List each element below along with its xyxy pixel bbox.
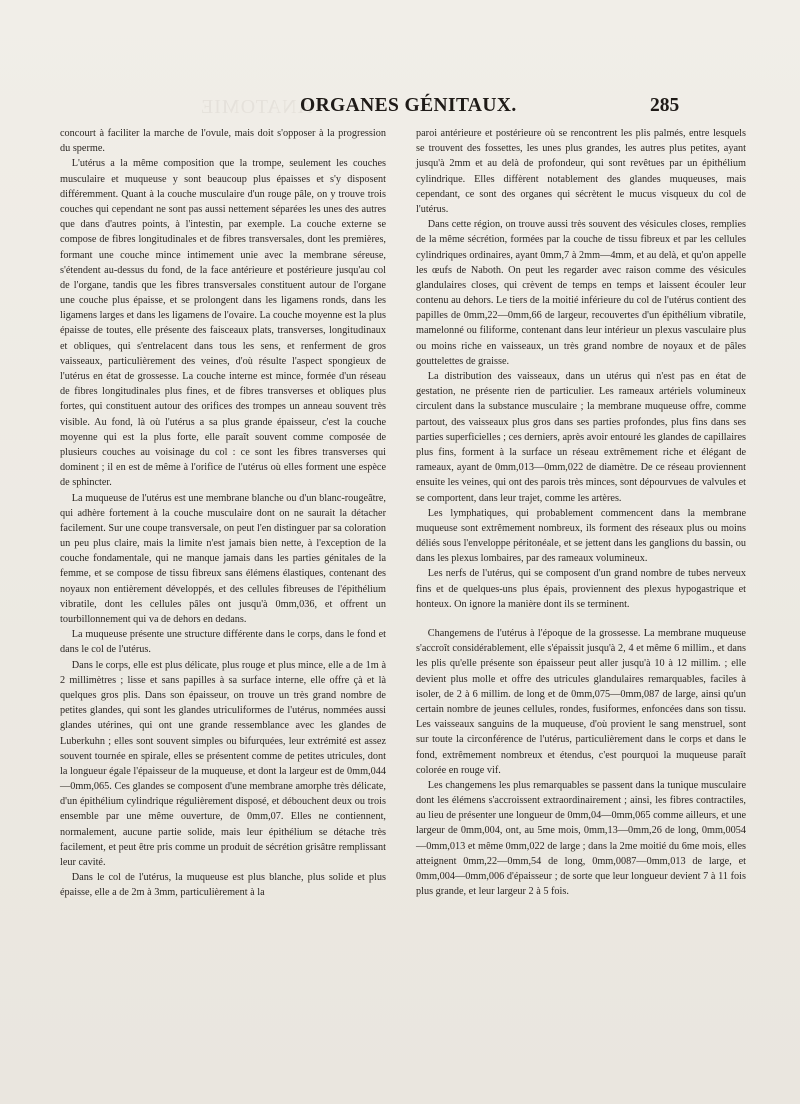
paragraph: L'utérus a la même composition que la trompe, seulement les couches musculaire et muqueuse y sont beaucoup plus épaisses et s'y disposent différemment. Quant à la couche musculaire d'un rouge pâle, on y trouve trois couches qui cependant ne sont pas aussi nettement séparées les unes des autres que dans d'autres points, à l'intestin, par exemple. La couche externe se compose de fibres longitudinales et de fibres transversales, dont les premières, formant une couche mince intimement unie avec la membrane séreuse, s'étendent au-dessus du fond, de la face antérieure et postérieure jusqu'au col de l'organe, tandis que les fibres transversales constituent autour de l'organe une couche plus épaisse, et se prolongent dans les ligamens ronds, dans les ligamens larges et dans les ligamens de l'ovaire. La couche moyenne est la plus épaisse de toutes, elle présente des faisceaux plats, transverses, longitudinaux et obliques, qui s'entrelacent dans tous les sens, et renferment de gros vaisseaux, particulièrement des veines, d'où résulte l'aspect spongieux de l'utérus en état de grossesse. La couche interne est mince, formée d'un réseau de fibres longitudinales plus fines, et de fibres transverses et obliques plus fortes, qui constituent autour des orifices des trompes un anneau souvent très visible. Au fond, là où l'utérus a sa plus grande épaisseur, c'est la couche moyenne qui est la plus forte, elle paraît souvent comme composée de plusieurs couches au voisinage du col : ce sont les fibres transverses qui dominent ; il en est de même à l'orifice de l'utérus où elles forment une espèce de sphincter. — [60, 158, 386, 489]
paragraph: Les nerfs de l'utérus, qui se composent d'un grand nombre de tubes nerveux fins et de quelques-uns plus épais, proviennent des plexus hypogastrique et honteux. On ignore la manière dont ils se terminent. — [416, 568, 746, 610]
paragraph: La muqueuse de l'utérus est une membrane blanche ou d'un blanc-rougeâtre, qui adhère fortement à la couche musculaire dont on ne saurait la détacher facilement. Sur une coupe transversale, on peut l'en distinguer par sa coloration un peu plus claire, mais la limite n'est jamais bien nette, à l'exception de la couche fondamentale, qui ne manque jamais dans les parties génitales de la femme, et se compose de tissu fibreux sans élémens élastiques, contenant des noyaux non entièrement développés, et des cellules fibreuses de l'épithélium vibratile, dont les cellules pâles ont jusqu'à 0mm,036, et offrent un tourbillonnement qui va de dehors en dedans. — [60, 492, 386, 625]
page-number: 285 — [650, 95, 680, 116]
paragraph: paroi antérieure et postérieure où se rencontrent les plis palmés, entre lesquels se trouvent des fossettes, les unes plus grandes, les autres plus petites, ayant jusqu'à 2mm et au delà de profondeur, qui sont revêtues par un épithélium cylindrique. Elles diffèrent notablement des glandes muqueuses, mais cependant, ce sont des organes qui sécrètent le mucus visqueux du col de l'utérus. — [416, 128, 746, 215]
left-column — [60, 126, 386, 901]
paragraph: La distribution des vaisseaux, dans un utérus qui n'est pas en état de gestation, ne présente rien de particulier. Les rameaux artériels volumineux circulent dans la substance musculaire ; la membrane muqueuse offre, comme partout, des vaisseaux plus gros dans ses parties profondes, plus fins dans ses parties superficielles ; ces derniers, après avoir entouré les glandes de capillaires plus fins, forment à la surface un réseau extrêmement riche et élégant de rameaux, ayant de 0mm,013—0mm,022 de diamètre. De ce réseau proviennent ensuite les veines, qui ont des parois très minces, sont dépourvues de valvules et se comportent, dans leur trajet, comme les artères. — [416, 371, 746, 504]
paragraph: Dans cette région, on trouve aussi très souvent des vésicules closes, remplies de la même sécrétion, formées par la couche de tissu fibreux et par les cellules cylindriques ordinaires, ayant 0mm,7 à 2mm—4mm, et au delà, et qu'on appelle les œufs de Naboth. On peut les regarder avec raison comme des vésicules glandulaires closes, qui crèvent de temps en temps et laissent écouler leur contenu au dehors. Le tiers de la moitié inférieure du col de l'utérus contient des papilles de 0mm,22—0mm,66 de largeur, recouvertes d'un épithélium vibratile, mamelonné ou filiforme, contenant dans leur intérieur un plexus vasculaire plus ou moins riche en vaisseaux, un très grand nombre de noyaux et de pâles gouttelettes de graisse. — [416, 219, 746, 367]
paragraph: Les changemens les plus remarquables se passent dans la tunique musculaire dont les élémens s'accroissent extraordinairement ; ainsi, les fibres contractiles, au lieu de présenter une longueur de 0mm,04—0mm,065 comme ailleurs, et une largeur de 0mm,004, ont, au 5me mois, 0mm,13—0mm,26 de long, 0mm,0054—0mm,013 et même 0mm,022 de large ; dans la 2me moitié du 6me mois, elles atteignent 0mm,22—0mm,54 de long, 0mm,0087—0mm,013 de large, et 0mm,004—0mm,006 d'épaisseur ; de sorte que leur longueur devient 7 à 11 fois plus grande, et leur largeur 2 à 5 fois. — [416, 779, 746, 898]
right-column — [416, 126, 746, 899]
paragraph: Dans le col de l'utérus, la muqueuse est plus blanche, plus solide et plus épaisse, elle a de 2m à 3mm, particulièrement à la — [60, 872, 386, 899]
running-title: ORGANES GÉNITAUX. — [300, 95, 517, 116]
paragraph: concourt à faciliter la marche de l'ovule, mais doit s'opposer à la progression du sperme. — [60, 128, 386, 155]
paragraph: Les lymphatiques, qui probablement commencent dans la membrane muqueuse sont extrêmement nombreux, ils forment des réseaux plus ou moins déliés sous l'enveloppe péritonéale, et se jettent dans les ganglions du bassin, ou dans les plexus lombaires, par des rameaux volumineux. — [416, 507, 746, 565]
paragraph: Changemens de l'utérus à l'époque de la grossesse. La membrane muqueuse s'accroît considérablement, elle s'épaissit jusqu'à 2, 4 et même 6 millim., et dans les plis qu'elle présente son épaisseur peut aller jusqu'à 10 à 12 millim. ; elle devient plus molle et offre des utricules glandulaires remarquables, faciles à isoler, de 2 à 6 millim. de long et de 0mm,075—0mm,087 de large, ainsi qu'un certain nombre de jeunes cellules, rondes, fusiformes, enfoncées dans son tissu. Les vaisseaux sanguins de la muqueuse, d'où provient le sang menstruel, sont sur toute la circonférence de l'utérus, particulièrement dans le corps et dans le fond, extrêmement nombreux et étendus, c'est pourquoi la muqueuse paraît colorée en rouge vif. — [416, 628, 746, 776]
page-header — [0, 95, 800, 125]
paragraph: Dans le corps, elle est plus délicate, plus rouge et plus mince, elle a de 1m à 2 millimètres ; lisse et sans papilles à sa surface interne, elle offre çà et là quelques gros plis. Dans son épaisseur, on trouve un très grand nombre de petites glandes, qui sont les glandes utriculiformes de l'utérus, nommées aussi glandes utérines, qui ont une grande ressemblance avec les glandes de Luberkuhn ; elles sont souvent simples ou bifurquées, leur extrémité est assez souvent tournée en spirale, elles se présentent comme de petites utricules, dont la longueur égale l'épaisseur de la muqueuse, et dont la largeur est de 0mm,044—0mm,065. Ces glandes se composent d'une membrane amorphe très délicate, d'un épithélium cylindrique régulièrement disposé, et débouchent deux ou trois ensemble par une même ouverture, de 0mm,07. Elles ne contiennent, normalement, aucune partie solide, mais leur épithélium se détache très facilement, et peut être pris comme un produit de sécrétion grisâtre remplissant leur cavité. — [60, 659, 386, 868]
show-through-text: ANATOMIE — [200, 96, 313, 118]
paragraph: La muqueuse présente une structure différente dans le corps, dans le fond et dans le col de l'utérus. — [60, 629, 386, 656]
